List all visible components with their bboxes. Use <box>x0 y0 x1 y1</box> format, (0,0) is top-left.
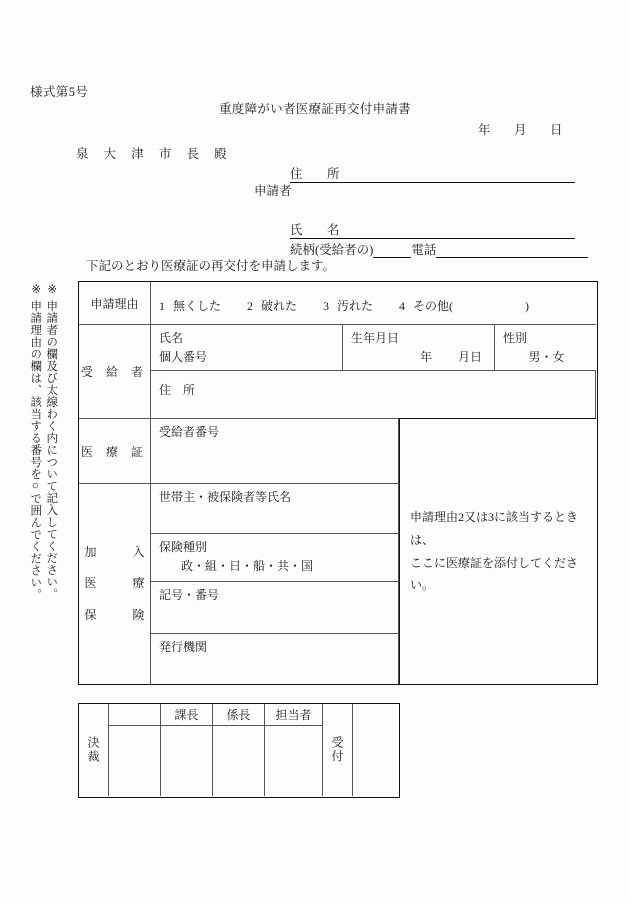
recipient-address-label: 住 所 <box>159 383 196 397</box>
page-title: 重度障がい者医療証再交付申請書 <box>218 102 411 116</box>
medical-cert-number-cell[interactable] <box>151 418 399 483</box>
reception-stamp-cell[interactable] <box>353 704 398 796</box>
applicant-group-label: 申請者 <box>254 184 292 198</box>
applicant-name-label: 氏 名 <box>290 223 346 237</box>
insurance-type-values[interactable]: 政・組・日・船・共・国 <box>181 559 314 574</box>
insurance-type-cell[interactable] <box>151 533 399 581</box>
attach-certificate-area[interactable] <box>399 418 596 684</box>
attach-note-line-2: ここに医療証を添付してください。 <box>410 555 579 593</box>
recipient-birth-year-label: 年 <box>419 349 432 364</box>
main-form-table <box>78 281 598 685</box>
insurance-type-label: 保険種別 <box>159 540 208 554</box>
approval-label: 決裁 <box>86 736 100 764</box>
applicant-phone-label: 電話 <box>411 243 437 257</box>
insurance-label-cell <box>79 483 151 684</box>
recipient-birth-day-label: 日 <box>469 349 482 364</box>
approval-blank-header <box>109 704 161 726</box>
reception-label-cell <box>323 704 353 796</box>
insurance-issuer-cell[interactable] <box>151 633 399 684</box>
approval-header-tantosha-label: 担当者 <box>275 708 312 722</box>
insurance-issuer-label: 発行機関 <box>159 640 208 654</box>
applicant-phone-blank[interactable] <box>436 242 588 258</box>
reason-option-4[interactable] <box>399 297 529 314</box>
approval-cell-tantosha[interactable] <box>265 726 323 796</box>
reason-option-4-label: その他( ) <box>413 298 530 313</box>
medical-cert-label: 医 療 証 <box>80 444 148 459</box>
reason-option-1-number: 1 <box>159 298 165 313</box>
intro-text: 下記のとおり医療証の再交付を申請します。 <box>86 259 336 273</box>
approval-table <box>78 703 400 798</box>
attach-note <box>400 506 596 597</box>
form-number: 様式第5号 <box>30 85 89 99</box>
reason-option-4-number: 4 <box>399 298 406 313</box>
approval-header-kakaricho-label: 係長 <box>226 708 251 722</box>
applicant-name-row <box>290 220 575 239</box>
insurance-householder-label: 世帯主・被保険者等氏名 <box>159 490 292 504</box>
approval-cell-blank[interactable] <box>109 726 161 796</box>
recipient-gender-cell[interactable] <box>495 324 596 370</box>
approval-cell-kacho[interactable] <box>161 726 213 796</box>
reason-option-3[interactable] <box>323 297 373 314</box>
recipient-label-cell <box>79 324 151 418</box>
applicant-relation-blank[interactable] <box>373 242 411 258</box>
recipient-birth-cell[interactable] <box>343 324 495 370</box>
recipient-personal-number-label: 個人番号 <box>159 349 208 364</box>
insurance-symbol-number-cell[interactable] <box>151 581 399 633</box>
attach-note-line-1: 申請理由2又は3に該当するときは、 <box>410 509 579 547</box>
insurance-symbol-number-label: 記号・番号 <box>159 588 220 602</box>
recipient-birth-label: 生年月日 <box>351 331 400 345</box>
insurance-householder-cell[interactable] <box>151 483 399 533</box>
applicant-address-row <box>290 164 575 183</box>
recipient-birth-month-label: 月 <box>457 349 470 364</box>
approval-cell-kakaricho[interactable] <box>213 726 265 796</box>
insurance-label-line-2: 医 療 <box>84 576 145 591</box>
recipient-name-cell[interactable] <box>151 324 343 370</box>
approval-header-kacho <box>161 704 213 726</box>
approval-header-tantosha <box>265 704 323 726</box>
vertical-note-2: ※ 申請理由の欄は、該当する番号を○で囲んでください。 <box>29 282 42 601</box>
reception-label: 受付 <box>330 736 344 764</box>
reason-option-2[interactable] <box>247 297 297 314</box>
reason-option-1-label: 無くした <box>173 298 222 313</box>
approval-label-cell <box>79 704 109 796</box>
date-year-label: 年 <box>478 123 491 137</box>
reason-option-1[interactable] <box>159 297 221 314</box>
reason-label-cell <box>79 282 151 324</box>
recipient-gender-values[interactable]: 男・女 <box>528 349 565 364</box>
addressee: 泉 大 津 市 長 殿 <box>76 147 233 161</box>
date-month-label: 月 <box>514 123 527 137</box>
vertical-note-1: ※ 申請者の欄及び太線わく内について記入してください。 <box>45 282 58 600</box>
medical-cert-number-label: 受給者番号 <box>159 425 220 439</box>
applicant-address-label: 住 所 <box>290 167 346 181</box>
reason-option-2-label: 破れた <box>261 298 298 313</box>
reason-option-3-number: 3 <box>323 298 330 313</box>
applicant-relation-label: 続柄(受給者の) <box>290 243 374 257</box>
approval-header-kakaricho <box>213 704 265 726</box>
insurance-label-line-3: 保 険 <box>84 607 145 622</box>
reason-option-3-label: 汚れた <box>337 298 374 313</box>
reason-label: 申請理由 <box>90 296 139 311</box>
reason-option-2-number: 2 <box>247 298 254 313</box>
medical-cert-label-cell <box>79 418 151 483</box>
insurance-label-line-1: 加 入 <box>84 545 145 560</box>
recipient-gender-label: 性別 <box>503 331 528 345</box>
reason-options-cell[interactable] <box>151 282 596 324</box>
date-line <box>478 120 586 138</box>
recipient-address-cell[interactable] <box>151 370 596 418</box>
recipient-label: 受 給 者 <box>80 365 148 379</box>
date-day-label: 日 <box>550 123 563 137</box>
recipient-name-label: 氏名 <box>159 331 184 345</box>
approval-header-kacho-label: 課長 <box>174 708 199 722</box>
